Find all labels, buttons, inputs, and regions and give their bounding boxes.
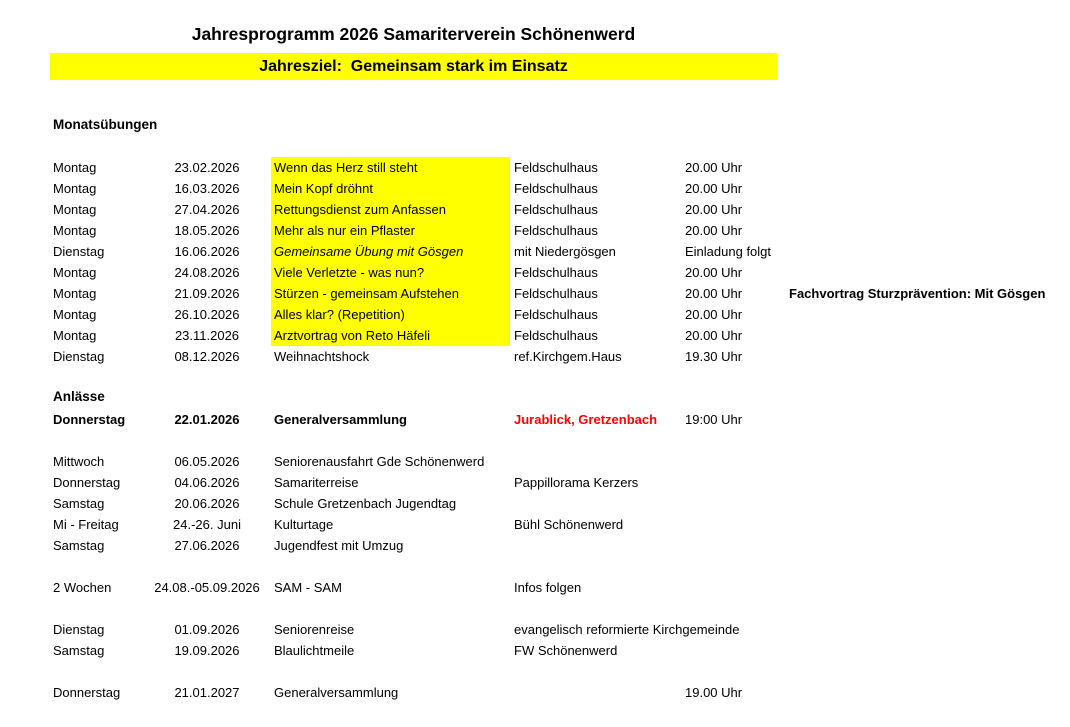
table-row bbox=[0, 514, 1070, 535]
time-cell bbox=[685, 619, 785, 640]
event-cell: Alles klar? (Repetition) bbox=[271, 304, 510, 325]
location-cell: Pappillorama Kerzers bbox=[514, 475, 639, 490]
table-row bbox=[0, 346, 1070, 367]
location-cell: mit Niedergösgen bbox=[514, 244, 616, 259]
day-cell: Montag bbox=[53, 202, 97, 217]
date-cell: 24.-26. Juni bbox=[173, 517, 241, 532]
monatsuebungen-table bbox=[0, 157, 1070, 367]
time-cell bbox=[685, 493, 785, 514]
event-cell: SAM - SAM bbox=[274, 580, 342, 595]
spacer-row bbox=[0, 556, 1070, 577]
table-row bbox=[0, 220, 1070, 241]
time-cell: 20.00 Uhr bbox=[685, 223, 743, 238]
location-cell bbox=[514, 535, 682, 556]
day-cell: Dienstag bbox=[53, 244, 105, 259]
table-row bbox=[0, 262, 1070, 283]
day-cell: 2 Wochen bbox=[53, 580, 112, 595]
event-cell: Generalversammlung bbox=[274, 412, 407, 427]
table-row bbox=[0, 451, 1070, 472]
table-row bbox=[0, 409, 1070, 430]
spacer-row bbox=[0, 661, 1070, 682]
note-cell bbox=[789, 199, 1067, 220]
location-cell: evangelisch reformierte Kirchgemeinde bbox=[514, 622, 740, 637]
event-cell: Generalversammlung bbox=[274, 685, 399, 700]
note-cell bbox=[789, 514, 1067, 535]
date-cell: 27.06.2026 bbox=[174, 538, 240, 553]
document-title: Jahresprogramm 2026 Samariterverein Schönenwerd bbox=[191, 24, 636, 44]
day-cell: Montag bbox=[53, 181, 97, 196]
date-cell: 01.09.2026 bbox=[174, 622, 240, 637]
date-cell: 24.08.-05.09.2026 bbox=[154, 580, 260, 595]
location-cell: Bühl Schönenwerd bbox=[514, 517, 624, 532]
spacer-row bbox=[0, 598, 1070, 619]
date-cell: 19.09.2026 bbox=[174, 643, 240, 658]
location-cell: Infos folgen bbox=[514, 580, 582, 595]
location-cell: Feldschulhaus bbox=[514, 181, 598, 196]
note-cell bbox=[789, 682, 1067, 703]
time-cell: 20.00 Uhr bbox=[685, 202, 743, 217]
anlaesse-table bbox=[0, 409, 1070, 703]
table-row bbox=[0, 640, 1070, 661]
table-row bbox=[0, 241, 1070, 262]
note-cell: Fachvortrag Sturzprävention: Mit Gösgen bbox=[789, 286, 1046, 301]
time-cell: 20.00 Uhr bbox=[685, 286, 743, 301]
day-cell: Mi - Freitag bbox=[53, 517, 119, 532]
note-cell bbox=[789, 220, 1067, 241]
note-cell bbox=[789, 346, 1067, 367]
date-cell: 22.01.2026 bbox=[174, 412, 240, 427]
time-cell bbox=[685, 577, 785, 598]
day-cell: Samstag bbox=[53, 496, 105, 511]
event-cell: Seniorenausfahrt Gde Schönenwerd bbox=[274, 454, 485, 469]
table-row bbox=[0, 283, 1070, 304]
note-cell bbox=[789, 178, 1067, 199]
table-row bbox=[0, 157, 1070, 178]
event-cell: Blaulichtmeile bbox=[274, 643, 355, 658]
location-cell: Feldschulhaus bbox=[514, 160, 598, 175]
location-cell: Feldschulhaus bbox=[514, 307, 598, 322]
location-cell bbox=[514, 493, 682, 514]
note-cell bbox=[789, 241, 1067, 262]
event-cell: Stürzen - gemeinsam Aufstehen bbox=[271, 283, 510, 304]
day-cell: Donnerstag bbox=[53, 475, 121, 490]
time-cell: 20.00 Uhr bbox=[685, 307, 743, 322]
event-cell: Mehr als nur ein Pflaster bbox=[271, 220, 510, 241]
table-row bbox=[0, 535, 1070, 556]
note-cell bbox=[789, 640, 1067, 661]
time-cell: 20.00 Uhr bbox=[685, 181, 743, 196]
event-cell: Viele Verletzte - was nun? bbox=[271, 262, 510, 283]
day-cell: Montag bbox=[53, 223, 97, 238]
note-cell bbox=[789, 157, 1067, 178]
note-cell bbox=[789, 535, 1067, 556]
note-cell bbox=[789, 262, 1067, 283]
date-cell: 27.04.2026 bbox=[174, 202, 240, 217]
time-cell bbox=[685, 451, 785, 472]
date-cell: 21.01.2027 bbox=[174, 685, 240, 700]
date-cell: 06.05.2026 bbox=[174, 454, 240, 469]
day-cell: Donnerstag bbox=[53, 685, 121, 700]
day-cell: Montag bbox=[53, 160, 97, 175]
time-cell bbox=[685, 535, 785, 556]
time-cell: 20.00 Uhr bbox=[685, 160, 743, 175]
location-cell bbox=[514, 451, 682, 472]
location-cell: Feldschulhaus bbox=[514, 328, 598, 343]
location-cell: Jurablick, Gretzenbach bbox=[514, 412, 658, 427]
day-cell: Samstag bbox=[53, 538, 105, 553]
location-cell bbox=[514, 682, 682, 703]
day-cell: Dienstag bbox=[53, 349, 105, 364]
spacer-row bbox=[0, 430, 1070, 451]
event-cell: Jugendfest mit Umzug bbox=[274, 538, 404, 553]
location-cell: FW Schönenwerd bbox=[514, 643, 618, 658]
date-cell: 24.08.2026 bbox=[174, 265, 240, 280]
time-cell: 20.00 Uhr bbox=[685, 328, 743, 343]
day-cell: Samstag bbox=[53, 643, 105, 658]
table-row bbox=[0, 325, 1070, 346]
table-row bbox=[0, 493, 1070, 514]
location-cell: ref.Kirchgem.Haus bbox=[514, 349, 622, 364]
date-cell: 08.12.2026 bbox=[174, 349, 240, 364]
date-cell: 16.03.2026 bbox=[174, 181, 240, 196]
table-row bbox=[0, 472, 1070, 493]
event-cell: Gemeinsame Übung mit Gösgen bbox=[271, 241, 510, 262]
event-cell: Arztvortrag von Reto Häfeli bbox=[271, 325, 510, 346]
table-row bbox=[0, 178, 1070, 199]
time-cell: Einladung folgt bbox=[685, 244, 772, 259]
date-cell: 23.11.2026 bbox=[174, 328, 240, 343]
event-cell: Schule Gretzenbach Jugendtag bbox=[274, 496, 457, 511]
event-cell: Seniorenreise bbox=[274, 622, 355, 637]
location-cell: Feldschulhaus bbox=[514, 286, 598, 301]
section-heading-anlaesse: Anlässe bbox=[53, 389, 105, 404]
note-cell bbox=[789, 325, 1067, 346]
date-cell: 23.02.2026 bbox=[174, 160, 240, 175]
date-cell: 26.10.2026 bbox=[174, 307, 240, 322]
time-cell bbox=[685, 472, 785, 493]
note-cell bbox=[789, 493, 1067, 514]
location-cell: Feldschulhaus bbox=[514, 223, 598, 238]
day-cell: Montag bbox=[53, 307, 97, 322]
note-cell bbox=[789, 619, 1067, 640]
event-cell: Weihnachtshock bbox=[274, 349, 370, 364]
event-cell: Samariterreise bbox=[274, 475, 359, 490]
date-cell: 20.06.2026 bbox=[174, 496, 240, 511]
location-cell: Feldschulhaus bbox=[514, 265, 598, 280]
event-cell: Kulturtage bbox=[274, 517, 334, 532]
table-row bbox=[0, 619, 1070, 640]
note-cell bbox=[789, 409, 1067, 430]
table-row bbox=[0, 304, 1070, 325]
time-cell: 19:00 Uhr bbox=[685, 412, 743, 427]
table-row bbox=[0, 682, 1070, 703]
note-cell bbox=[789, 451, 1067, 472]
table-row bbox=[0, 199, 1070, 220]
date-cell: 21.09.2026 bbox=[174, 286, 240, 301]
note-cell bbox=[789, 472, 1067, 493]
time-cell bbox=[685, 640, 785, 661]
event-cell: Rettungsdienst zum Anfassen bbox=[271, 199, 510, 220]
time-cell: 19.00 Uhr bbox=[685, 685, 743, 700]
event-cell: Wenn das Herz still steht bbox=[271, 157, 510, 178]
note-cell bbox=[789, 577, 1067, 598]
date-cell: 04.06.2026 bbox=[174, 475, 240, 490]
section-heading-monatsuebungen: Monatsübungen bbox=[53, 117, 158, 132]
table-row bbox=[0, 577, 1070, 598]
date-cell: 18.05.2026 bbox=[174, 223, 240, 238]
day-cell: Montag bbox=[53, 328, 97, 343]
note-cell bbox=[789, 304, 1067, 325]
location-cell: Feldschulhaus bbox=[514, 202, 598, 217]
day-cell: Dienstag bbox=[53, 622, 105, 637]
day-cell: Montag bbox=[53, 286, 97, 301]
day-cell: Mittwoch bbox=[53, 454, 105, 469]
day-cell: Donnerstag bbox=[53, 412, 126, 427]
event-cell: Mein Kopf dröhnt bbox=[271, 178, 510, 199]
day-cell: Montag bbox=[53, 265, 97, 280]
date-cell: 16.06.2026 bbox=[174, 244, 240, 259]
time-cell: 20.00 Uhr bbox=[685, 265, 743, 280]
time-cell bbox=[685, 514, 785, 535]
time-cell: 19.30 Uhr bbox=[685, 349, 743, 364]
year-goal-banner: Jahresziel: Gemeinsam stark im Einsatz bbox=[50, 53, 777, 80]
